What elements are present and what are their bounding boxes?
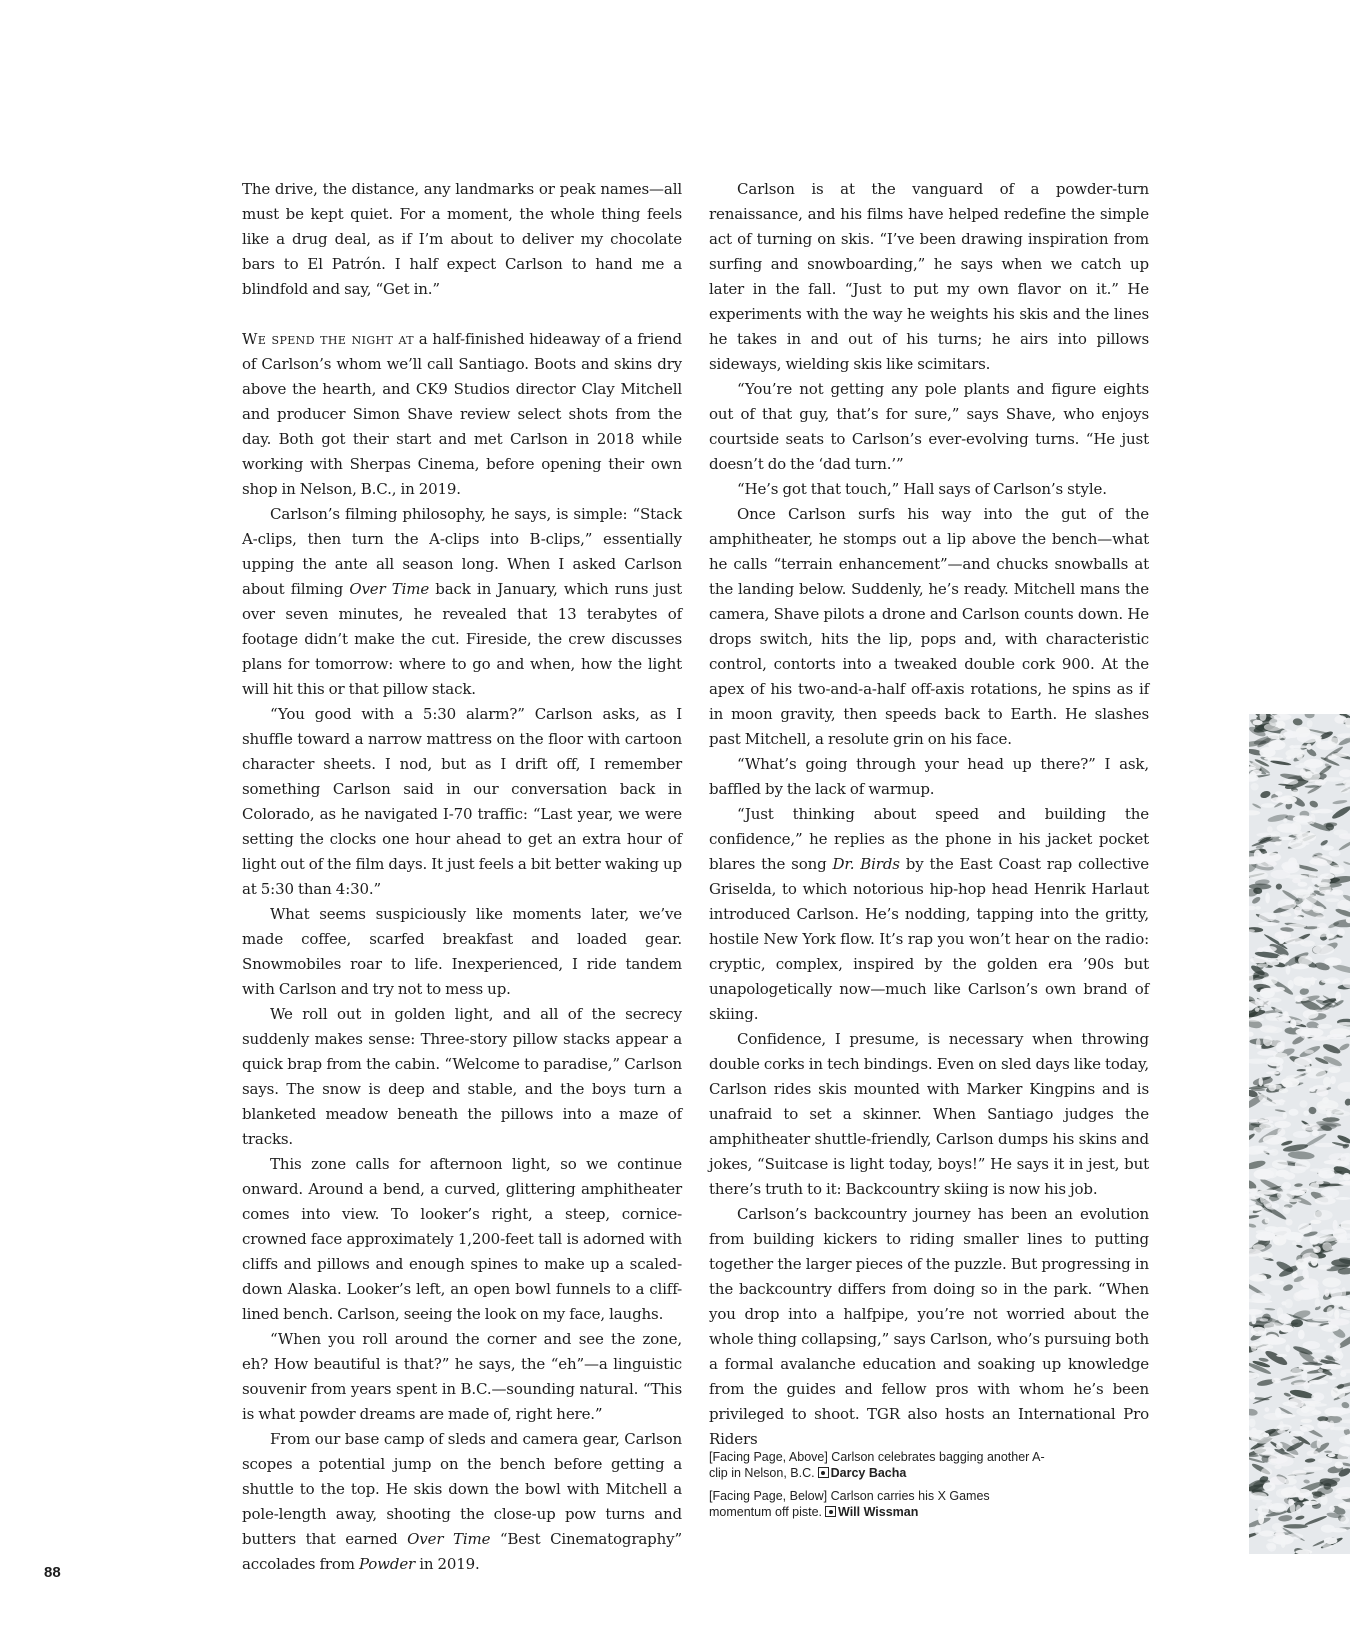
snowy-trees-image	[1249, 714, 1350, 1554]
photo-captions	[709, 1449, 1049, 1527]
paragraph: Carlson’s backcountry journey has been an evolution from building kickers to riding smaller lines to putting together the larger pieces of the puzzle. But progressing in the backcountry differs from doing so in the park. “When you drop into a halfpipe, you’re not worried about the whole thing collapsing,” says Carlson, who’s pursuing both a formal avalanche education and soaking up knowledge from the guides and fellow pros with whom he’s been privileged to shoot. TGR also hosts an International Pro Riders	[709, 1205, 1149, 1448]
paragraph-text: “Best Cinematography” accolades from	[242, 1530, 682, 1573]
photo-credit: Darcy Bacha	[830, 1466, 907, 1480]
article-column-right	[709, 177, 1149, 1452]
paragraph-text: From our base camp of sleds and camera gear, Carlson scopes a potential jump on the bench before getting a shuttle to the top. He skis down the bowl with Mitchell a pole-length away, shooting the close-up pow turns and butters that earned	[242, 1430, 682, 1548]
paragraph: We roll out in golden light, and all of the secrecy suddenly makes sense: Three-story pillow stacks appear a quick brap from the cabin. “Welcome to paradise,” Carlson says. The snow is deep and stable, and the boys turn a blanketed meadow beneath the pillows into a maze of tracks.	[242, 1005, 682, 1148]
paragraph: “He’s got that touch,” Hall says of Carlson’s style.	[737, 480, 1107, 498]
paragraph-text: back in January, which runs just over seven minutes, he revealed that 13 terabytes of footage didn’t make the cut. Fireside, the crew discusses plans for tomorrow: where to go and when, how the light will hit this or that pillow stack.	[242, 580, 682, 698]
paragraph: Carlson is at the vanguard of a powder-turn renaissance, and his films have helped redefine the simple act of turning on skis. “I’ve been drawing inspiration from surfing and snowboarding,” he says when we catch up later in the fall. “Just to put my own flavor on it.” He experiments with the way he weights his skis and the lines he takes in and out of his turns; he airs into pillows sideways, wielding skis like scimitars.	[709, 180, 1149, 373]
caption-text: [Facing Page, Above] Carlson celebrates bagging another A-clip in Nelson, B.C.	[709, 1450, 1045, 1480]
caption-below	[709, 1488, 1049, 1520]
article-column-left	[242, 177, 682, 1577]
caption-text: [Facing Page, Below] Carlson carries his X Games momentum off piste.	[709, 1489, 990, 1519]
snowy-trees-photo	[1249, 714, 1350, 1554]
paragraph-text: in 2019.	[415, 1555, 480, 1573]
paragraph	[709, 802, 1149, 1027]
paragraph: “What’s going through your head up there?” I ask, baffled by the lack of warmup.	[709, 755, 1149, 798]
paragraph: This zone calls for afternoon light, so we continue onward. Around a bend, a curved, glittering amphitheater comes into view. To looker’s right, a steep, cornice-crowned face approximately 1,200-feet tall is adorned with cliffs and pillows and enough spines to make up a scaled-down Alaska. Looker’s left, an open bowl funnels to a cliff-lined bench. Carlson, seeing the look on my face, laughs.	[242, 1155, 682, 1323]
film-title: Over Time	[407, 1530, 491, 1548]
photo-credit: Will Wissman	[838, 1505, 919, 1519]
section-break-paragraph	[242, 327, 682, 502]
paragraph: Confidence, I presume, is necessary when throwing double corks in tech bindings. Even on sled days like today, Carlson rides skis mounted with Marker Kingpins and is unafraid to set a skinner. When Santiago judges the amphitheater shuttle-friendly, Carlson dumps his skins and jokes, “Suitcase is light today, boys!” He says it in jest, but there’s truth to it: Backcountry skiing is now his job.	[709, 1030, 1149, 1198]
song-title: Dr. Birds	[832, 855, 900, 873]
camera-credit-icon	[818, 1467, 829, 1478]
paragraph-text: Carlson’s filming philosophy, he says, is simple: “Stack A-clips, then turn the A-clips into B-clips,” essentially upping the ante all season long. When I asked Carlson about filming	[242, 505, 682, 598]
paragraph-text: a half-finished hideaway of a friend of Carlson’s whom we’ll call Santiago. Boots and skins dry above the hearth, and CK9 Studios director Clay Mitchell and producer Simon Shave review select shots from the day. Both got their start and met Carlson in 2018 while working with Sherpas Cinema, before opening their own shop in Nelson, B.C., in 2019.	[242, 330, 682, 498]
paragraph: “You’re not getting any pole plants and figure eights out of that guy, that’s for sure,” says Shave, who enjoys courtside seats to Carlson’s ever-evolving turns. “He just doesn’t do the ‘dad turn.’”	[709, 380, 1149, 473]
camera-credit-icon	[825, 1506, 836, 1517]
film-title: Over Time	[349, 580, 430, 598]
small-caps-lead: We spend the night at	[242, 330, 415, 348]
paragraph: What seems suspiciously like moments later, we’ve made coffee, scarfed breakfast and loaded gear. Snowmobiles roar to life. Inexperienced, I ride tandem with Carlson and try not to mess up.	[242, 905, 682, 998]
caption-above	[709, 1449, 1049, 1481]
paragraph	[242, 502, 682, 702]
paragraph: Once Carlson surfs his way into the gut of the amphitheater, he stomps out a lip above the bench—what he calls “terrain enhancement”—and chucks snowballs at the landing below. Suddenly, he’s ready. Mitchell mans the camera, Shave pilots a drone and Carlson counts down. He drops switch, hits the lip, pops and, with characteristic control, contorts into a tweaked double cork 900. At the apex of his two-and-a-half off-axis rotations, he spins as if in moon gravity, then speeds back to Earth. He slashes past Mitchell, a resolute grin on his face.	[709, 505, 1149, 748]
publication-title: Powder	[358, 1555, 416, 1573]
page-number: 88	[44, 1564, 61, 1581]
paragraph-text: “Just thinking about speed and building the confidence,” he replies as the phone in his jacket pocket blares the song	[709, 805, 1149, 873]
paragraph: “You good with a 5:30 alarm?” Carlson asks, as I shuffle toward a narrow mattress on the floor with cartoon character sheets. I nod, but as I drift off, I remember something Carlson said in our conversation back in Colorado, as he navigated I-70 traffic: “Last year, we were setting the clocks one hour ahead to get an extra hour of light out of the film days. It just feels a bit better waking up at 5:30 than 4:30.”	[242, 705, 682, 898]
paragraph	[242, 1427, 682, 1577]
paragraph: “When you roll around the corner and see the zone, eh? How beautiful is that?” he says, the “eh”—a linguistic souvenir from years spent in B.C.—sounding natural. “This is what powder dreams are made of, right here.”	[242, 1330, 682, 1423]
paragraph: The drive, the distance, any landmarks or peak names—all must be kept quiet. For a moment, the whole thing feels like a drug deal, as if I’m about to deliver my chocolate bars to El Patrón. I half expect Carlson to hand me a blindfold and say, “Get in.”	[242, 180, 682, 298]
paragraph-text: by the East Coast rap collective Griselda, to which notorious hip-hop head Henrik Harlaut introduced Carlson. He’s nodding, tapping into the gritty, hostile New York flow. It’s rap you won’t hear on the radio: cryptic, complex, inspired by the golden era ’90s but unapologetically now—much like Carlson’s own brand of skiing.	[709, 855, 1149, 1023]
